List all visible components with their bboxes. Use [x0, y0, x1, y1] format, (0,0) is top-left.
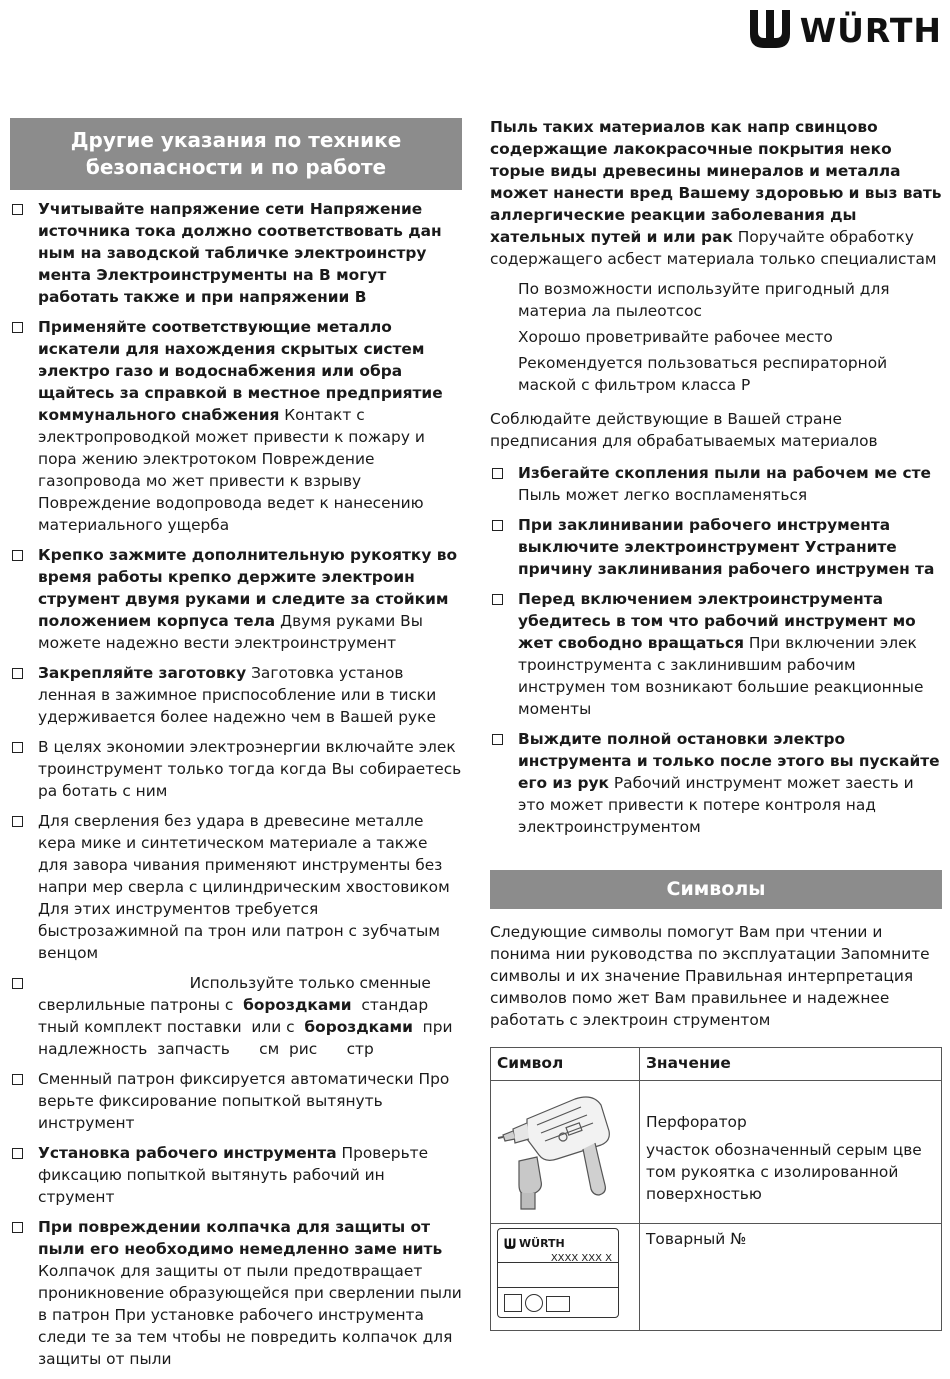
column-header-meaning: Значение [640, 1048, 942, 1081]
list-item: Для сверления без удара в древесине металле кера мике и синтетическом материале а также для завора чивания применяют инструменты без напри мер сверла с цилиндрическим хвостовиком Для этих инструментов требуется быстрозажимной па трон или патрон с зубчатым венцом [10, 810, 462, 964]
rectangle-icon [546, 1296, 570, 1312]
list-item: Крепко зажмите дополнительную рукоятку во время работы крепко держите электроин струмент двумя руками и следите за стойким положением корпуса тела Двумя руками Вы можете надежно вести электроинструмент [10, 544, 462, 654]
list-item: При заклинивании рабочего инструмента выключите электроинструмент Устраните причину заклинивания рабочего инструмен та [490, 514, 942, 580]
checkbox-bullet-icon [12, 816, 23, 827]
table-row [491, 1081, 942, 1224]
checkbox-bullet-icon [492, 594, 503, 605]
list-item: Учитывайте напряжение сети Напряжение источника тока должно соответствовать дан ным на заводской табличке электроинстру мента Электроинструменты на В могут работать также и при напряжении В [10, 198, 462, 308]
column-header-symbol: Символ [491, 1048, 640, 1081]
divider [498, 1262, 618, 1263]
checkbox-bullet-icon [492, 520, 503, 531]
recommendation-item: Рекомендуется пользоваться респираторной маской с фильтром класса Р [518, 354, 888, 394]
checkbox-bullet-icon [492, 734, 503, 745]
circle-icon [525, 1294, 543, 1312]
rating-plate-icon [497, 1228, 619, 1318]
divider [498, 1287, 618, 1288]
meaning-title: Перфоратор [646, 1113, 747, 1131]
rating-plate-code: XXXX XXX X [550, 1253, 612, 1264]
table-header-row [491, 1048, 942, 1081]
meaning-description: участок обозначенный серым цве том рукоятка с изолированной поверхностью [646, 1141, 922, 1203]
right-column [490, 116, 942, 1331]
symbols-table [490, 1047, 942, 1331]
symbols-section-header: Символы [490, 870, 942, 909]
dust-warning-paragraph: Пыль таких материалов как напр свинцово содержащие лакокрасочные покрытия неко торые виды древесины минералов и металла может нанести вред Вашему здоровью и выз вать аллергические реакции заболевания ды хательных путей и или рак Поручайте обработку содержащего асбест материала только специалистам [490, 118, 942, 268]
wurth-logo-text: WÜRTH [799, 10, 942, 50]
rating-plate-logo: WÜRTH [504, 1233, 565, 1255]
dust-recommendations [490, 278, 942, 396]
checkbox-bullet-icon [12, 322, 23, 333]
meaning-cell [640, 1224, 942, 1331]
regulations-note: Соблюдайте действующие в Вашей стране предписания для обрабатываемых материалов [490, 410, 878, 450]
checkbox-bullet-icon [12, 204, 23, 215]
list-item: Избегайте скопления пыли на рабочем ме сте Пыль может легко воспламеняться [490, 462, 942, 506]
checkbox-bullet-icon [492, 468, 503, 479]
list-item: Перед включением электроинструмента убедитесь в том что рабочий инструмент мо жет свободно вращаться При включении элек троинструмента с заклинившим рабочим инструмен том возникают большие реакционные моменты [490, 588, 942, 720]
list-item: Выждите полной остановки электро инструмента и только после этого вы пускайте его из рук Рабочий инструмент может заесть и это может привести к потере контроля над электроинструментом [490, 728, 942, 838]
list-item: Установка рабочего инструмента Проверьте фиксацию попыткой вытянуть рабочий ин струмент [10, 1142, 462, 1208]
recommendation-item: По возможности используйте пригодный для материа ла пылеотсос [518, 280, 890, 320]
square-icon [504, 1294, 522, 1312]
wurth-logo [748, 8, 942, 52]
left-column [10, 118, 462, 1370]
list-item: Закрепляйте заготовку Заготовка установ ленная в зажимное приспособление или в тиски удерживается более надежно чем в Вашей руке [10, 662, 462, 728]
list-item: В целях экономии электроэнергии включайте элек троинструмент только тогда когда Вы собираетесь ра ботать с ним [10, 736, 462, 802]
meaning-cell [640, 1081, 942, 1224]
rating-plate-shapes [504, 1294, 570, 1312]
wurth-logo-icon [504, 1238, 516, 1250]
recommendation-item: Хорошо проветривайте рабочее место [518, 328, 833, 346]
checkbox-bullet-icon [12, 742, 23, 753]
rotary-hammer-icon [497, 1085, 621, 1213]
list-item: При повреждении колпачка для защиты от пыли его необходимо немедленно заме нить Колпачок для защиты от пыли предотвращает проникновение образующейся при сверлении пыли в патрон При установке рабочего инструмента следи те за тем чтобы не повредить колпачок для защиты от пыли [10, 1216, 462, 1370]
list-item: Сменный патрон фиксируется автоматически Про верьте фиксирование попыткой вытянуть инструмент [10, 1068, 462, 1134]
list-item: Используйте только сменные сверлильные патроны с бороздками стандар тный комплект поставки или с бороздками при надлежность запчасть см рис стр [10, 972, 462, 1060]
symbol-cell [491, 1224, 640, 1331]
checkbox-bullet-icon [12, 1222, 23, 1233]
list-item: Применяйте соответствующие металло искатели для нахождения скрытых систем электро газо и водоснабжения или обра щайтесь за справкой в местное предприятие коммунального снабжения Контакт с электропроводкой может привести к пожару и пора жению электротоком Повреждение газопровода мо жет привести к взрыву Повреждение водопровода ведет к нанесению материального ущерба [10, 316, 462, 536]
symbol-cell [491, 1081, 640, 1224]
checkbox-bullet-icon [12, 978, 23, 989]
checkbox-bullet-icon [12, 550, 23, 561]
meaning-title: Товарный № [646, 1230, 747, 1248]
checkbox-bullet-icon [12, 1074, 23, 1085]
symbols-intro: Следующие символы помогут Вам при чтении и понима нии руководства по эксплуатации Запомните символы и их значение Правильная интерпретация символов помо жет Вам правильнее и надежнее работать с электроин струментом [490, 923, 930, 1029]
table-row [491, 1224, 942, 1331]
safety-section-header: Другие указания по технике безопасности и по работе [10, 118, 462, 190]
wurth-logo-icon [748, 8, 792, 52]
checkbox-bullet-icon [12, 1148, 23, 1159]
checkbox-bullet-icon [12, 668, 23, 679]
